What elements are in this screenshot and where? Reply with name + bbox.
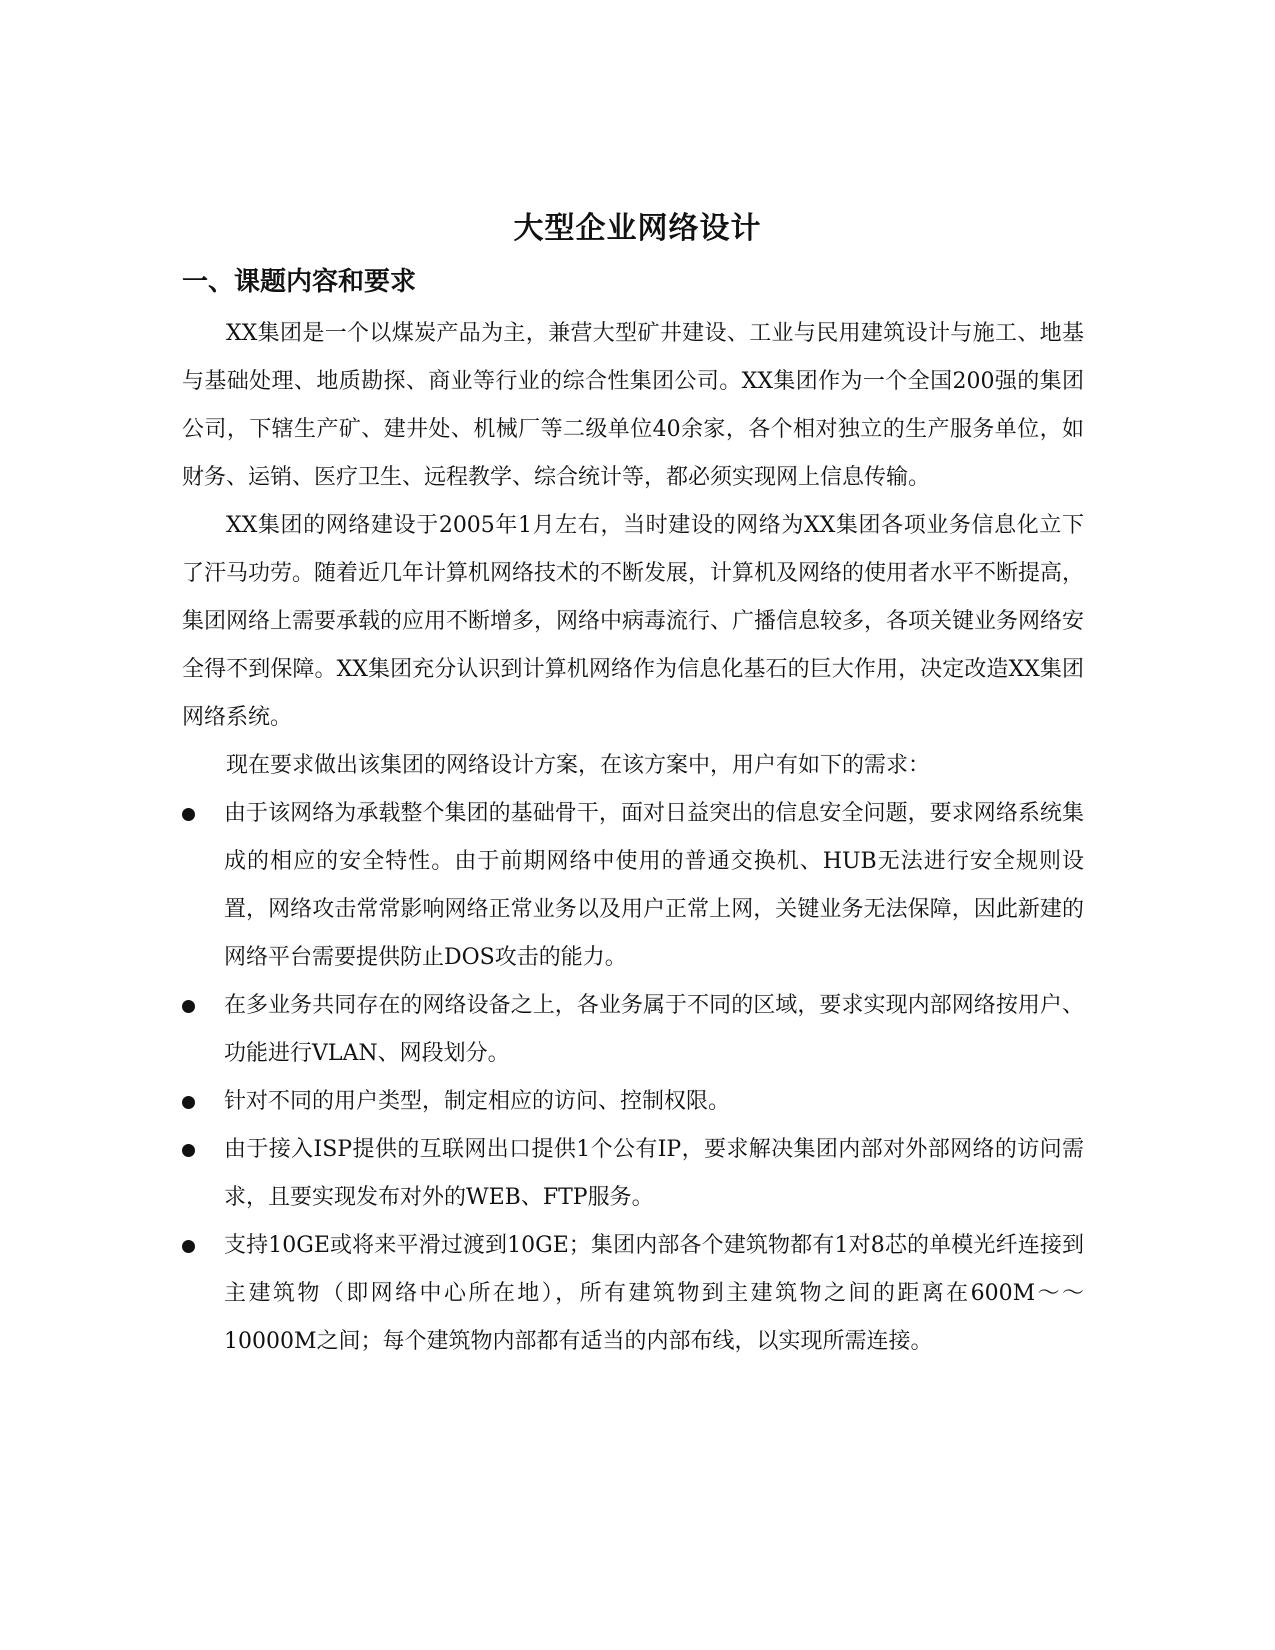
paragraph-intro: XX集团是一个以煤炭产品为主，兼营大型矿井建设、工业与民用建筑设计与施工、地基与基础处理、地质勘探、商业等行业的综合性集团公司。XX集团作为一个全国200强的集团公司，下辖生产矿、建井处、机械厂等二级单位40余家，各个相对独立的生产服务单位，如财务、运销、医疗卫生、远程教学、综合统计等，都必须实现网上信息传输。 — [182, 321, 1084, 490]
bullet-icon — [182, 1144, 195, 1157]
bullet-icon — [182, 1096, 195, 1109]
list-item-text: 在多业务共同存在的网络设备之上，各业务属于不同的区域，要求实现内部网络按用户、功能进行VLAN、网段划分。 — [224, 993, 1084, 1066]
list-item-text: 针对不同的用户类型，制定相应的访问、控制权限。 — [224, 1089, 731, 1114]
bullet-icon — [182, 1240, 195, 1253]
list-item-text: 支持10GE或将来平滑过渡到10GE；集团内部各个建筑物都有1对8芯的单模光纤连接到主建筑物（即网络中心所在地），所有建筑物到主建筑物之间的距离在600M～～10000M之间；每个建筑物内部都有适当的内部布线，以实现所需连接。 — [224, 1233, 1084, 1354]
list-item — [182, 1222, 1084, 1366]
list-item — [182, 1078, 1084, 1126]
list-item — [182, 1126, 1084, 1222]
paragraph-background: XX集团的网络建设于2005年1月左右，当时建设的网络为XX集团各项业务信息化立下了汗马功劳。随着近几年计算机网络技术的不断发展，计算机及网络的使用者水平不断提高，集团网络上需要承载的应用不断增多，网络中病毒流行、广播信息较多，各项关键业务网络安全得不到保障。XX集团充分认识到计算机网络作为信息化基石的巨大作用，决定改造XX集团网络系统。 — [182, 513, 1085, 730]
section-heading: 一、课题内容和要求 — [182, 267, 417, 297]
bullet-icon — [182, 808, 195, 821]
requirements-list — [182, 790, 1084, 1366]
bullet-icon — [182, 1000, 195, 1013]
document-title: 大型企业网络设计 — [513, 211, 762, 246]
paragraph-requirements-lead: 现在要求做出该集团的网络设计方案，在该方案中，用户有如下的需求： — [226, 753, 931, 778]
document-body — [182, 310, 1084, 1366]
list-item — [182, 790, 1084, 982]
list-item-text: 由于接入ISP提供的互联网出口提供1个公有IP，要求解决集团内部对外部网络的访问需求，且要实现发布对外的WEB、FTP服务。 — [224, 1137, 1084, 1210]
list-item-text: 由于该网络为承载整个集团的基础骨干，面对日益突出的信息安全问题，要求网络系统集成的相应的安全特性。由于前期网络中使用的普通交换机、HUB无法进行安全规则设置，网络攻击常常影响网络正常业务以及用户正常上网，关键业务无法保障，因此新建的网络平台需要提供防止DOS攻击的能力。 — [224, 801, 1084, 970]
list-item — [182, 982, 1084, 1078]
